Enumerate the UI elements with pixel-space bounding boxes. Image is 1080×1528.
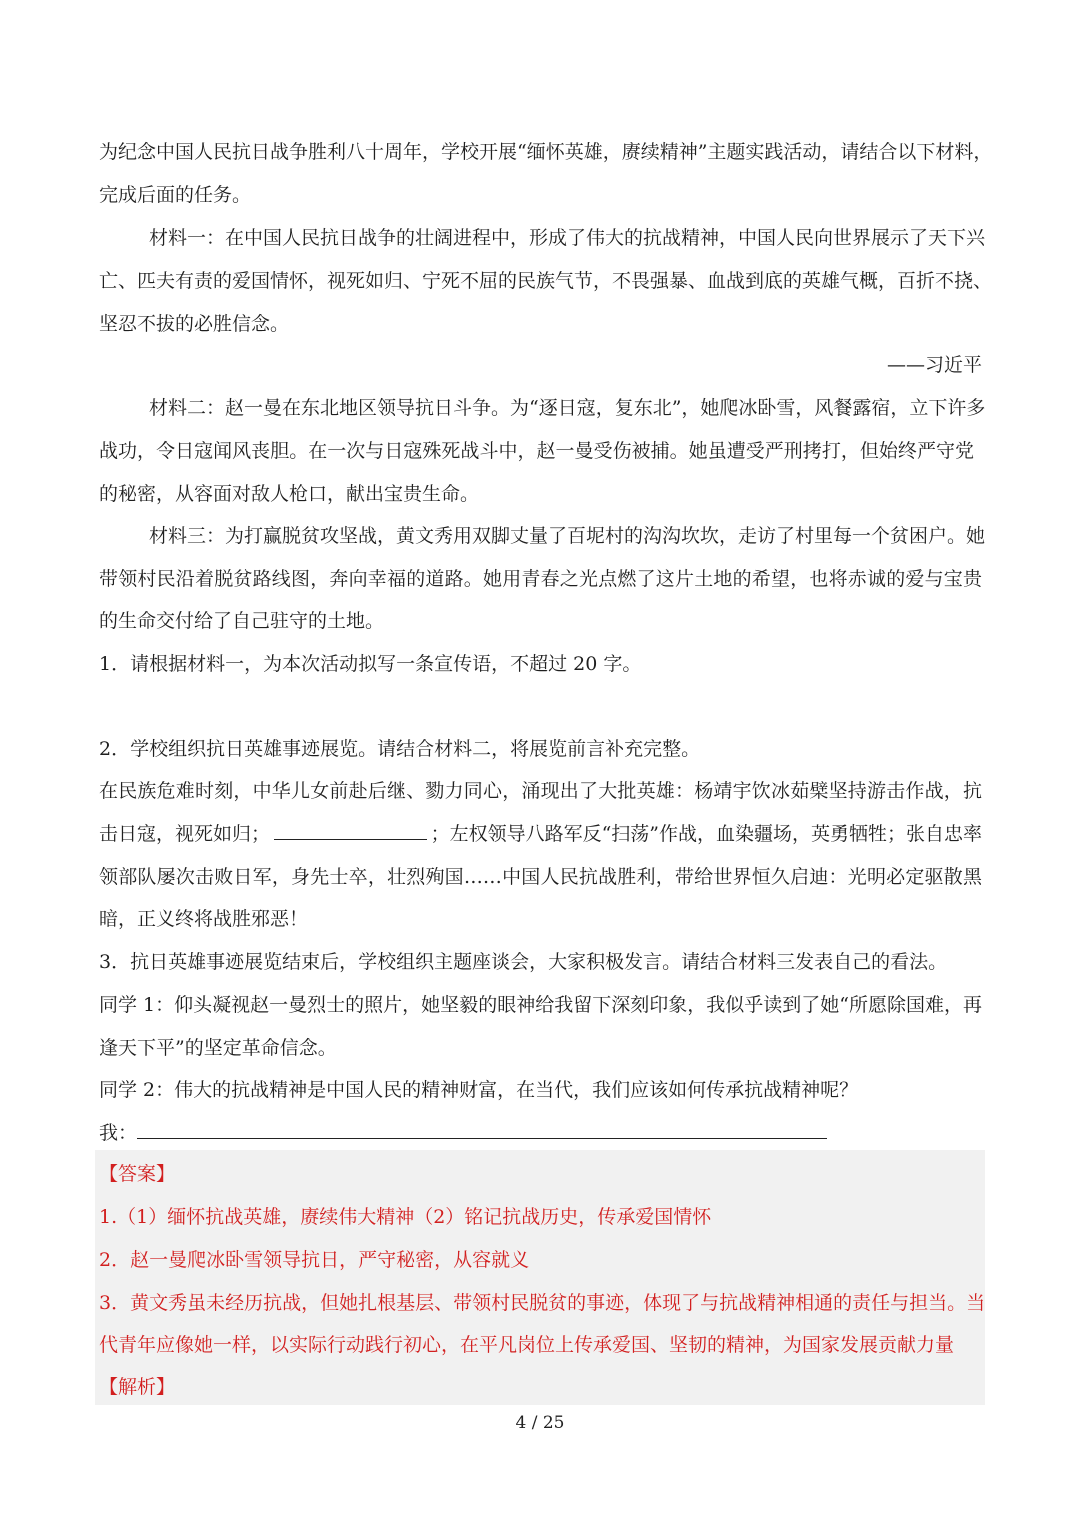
answer-box xyxy=(95,1150,985,1405)
q2-line-4: 暗，正义终将战胜邪恶！ xyxy=(99,908,309,930)
material3-line-1: 材料三：为打赢脱贫攻坚战，黄文秀用双脚丈量了百坭村的沟沟坎坎，走访了村里每一个贫困户。她 xyxy=(149,525,986,547)
q2-line-2-after: ；左权领导八路军反“扫荡”作战，血染疆场，英勇牺牲；张自忠率 xyxy=(430,823,982,845)
q2-line-2 xyxy=(99,821,982,847)
question-3: 3．抗日英雄事迹展览结束后，学校组织主题座谈会，大家积极发言。请结合材料三发表自己的看法。 xyxy=(99,951,948,973)
q3-student1-line-2: 逢天下平”的坚定革命信念。 xyxy=(99,1037,337,1059)
q3-student2: 同学 2：伟大的抗战精神是中国人民的精神财富，在当代，我们应该如何传承抗战精神呢？ xyxy=(99,1079,859,1101)
question-1: 1．请根据材料一，为本次活动拟写一条宣传语，不超过 20 字。 xyxy=(99,653,642,675)
answer-1: 1.（1）缅怀抗战英雄，赓续伟大精神（2）铭记抗战历史，传承爱国情怀 xyxy=(99,1206,712,1228)
answer-2: 2．赵一曼爬冰卧雪领导抗日，严守秘密，从容就义 xyxy=(99,1249,530,1271)
material2-line-2: 战功，令日寇闻风丧胆。在一次与日寇殊死战斗中，赵一曼受伤被捕。她虽遭受严刑拷打，但始终严守党 xyxy=(99,440,974,462)
answer-3-line-1: 3．黄文秀虽未经历抗战，但她扎根基层、带领村民脱贫的事迹，体现了与抗战精神相通的责任与担当。当 xyxy=(99,1292,986,1314)
material1-author: ——习近平 xyxy=(886,354,982,376)
answer-heading: 【答案】 xyxy=(99,1163,176,1185)
material2-line-1: 材料二：赵一曼在东北地区领导抗日斗争。为“逐日寇，复东北”，她爬冰卧雪，风餐露宿，立下许多 xyxy=(149,397,986,419)
q3-me-line xyxy=(99,1120,827,1146)
intro-line-2: 完成后面的任务。 xyxy=(99,184,252,206)
q3-me-label: 我： xyxy=(99,1122,138,1144)
material1-line-3: 坚忍不拔的必胜信念。 xyxy=(99,313,290,335)
page-number: 4 / 25 xyxy=(515,1413,565,1433)
answer-3-line-2: 代青年应像她一样，以实际行动践行初心，在平凡岗位上传承爱国、坚韧的精神，为国家发展贡献力量 xyxy=(99,1334,955,1356)
material3-line-2: 带领村民沿着脱贫路线图，奔向幸福的道路。她用青春之光点燃了这片土地的希望，也将赤诚的爱与宝贵 xyxy=(99,568,982,590)
question-2: 2．学校组织抗日英雄事迹展览。请结合材料二，将展览前言补充完整。 xyxy=(99,738,701,760)
q3-student1-line-1: 同学 1：仰头凝视赵一曼烈士的照片，她坚毅的眼神给我留下深刻印象，我似乎读到了她“所愿除国难，再 xyxy=(99,994,982,1016)
q2-fill-blank[interactable] xyxy=(274,821,427,840)
q3-answer-blank[interactable] xyxy=(137,1120,827,1139)
material2-line-3: 的秘密，从容面对敌人枪口，献出宝贵生命。 xyxy=(99,483,480,505)
q2-line-2-before: 击日寇，视死如归； xyxy=(99,823,271,845)
q2-line-3: 领部队屡次击败日军，身先士卒，壮烈殉国……中国人民抗战胜利，带给世界恒久启迪：光明必定驱散黑 xyxy=(99,866,982,888)
intro-line-1: 为纪念中国人民抗日战争胜利八十周年，学校开展“缅怀英雄，赓续精神”主题实践活动，请结合以下材料， xyxy=(99,141,993,163)
analysis-heading: 【解析】 xyxy=(99,1376,176,1398)
material1-line-1: 材料一：在中国人民抗日战争的壮阔进程中，形成了伟大的抗战精神，中国人民向世界展示了天下兴 xyxy=(149,227,986,249)
material1-line-2: 亡、匹夫有责的爱国情怀，视死如归、宁死不屈的民族气节，不畏强暴、血战到底的英雄气概，百折不挠、 xyxy=(99,270,993,292)
material3-line-3: 的生命交付给了自己驻守的土地。 xyxy=(99,610,385,632)
q2-line-1: 在民族危难时刻，中华儿女前赴后继、勠力同心，涌现出了大批英雄：杨靖宇饮冰茹檗坚持游击作战，抗 xyxy=(99,780,982,802)
